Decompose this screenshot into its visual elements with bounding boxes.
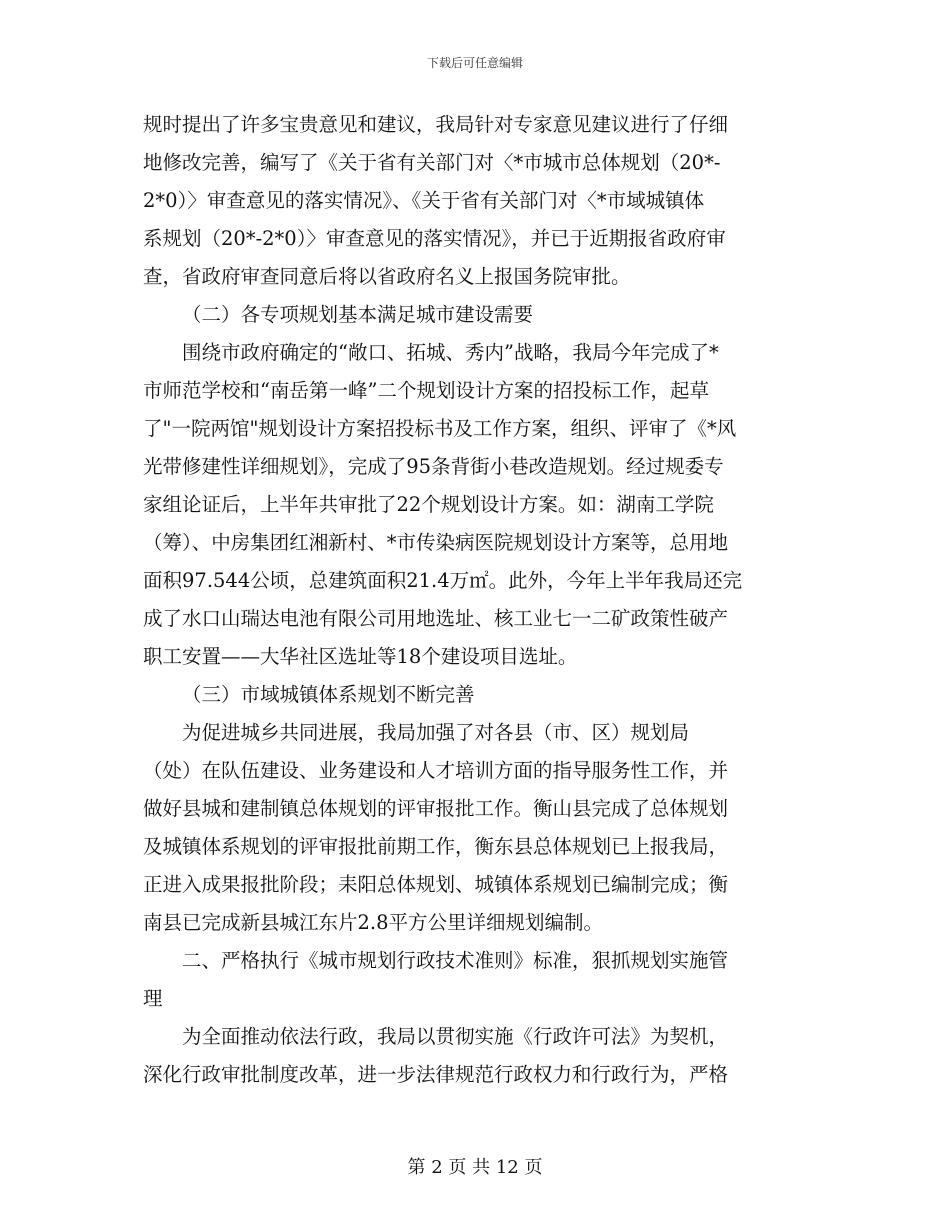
- document-body: [143, 106, 811, 1094]
- paragraph-1: 规时提出了许多宝贵意见和建议，我局针对专家意见建议进行了仔细 地修改完善，编写了《关于省有关部门对〈*市城市总体规划（20*- 2*0）〉审查意见的落实情况》、《关于省有关部门对〈*市域城镇体 系规划（20*-2*0）〉审查意见的落实情况》，并已于近期报省政府审 查，省政府审查同意后将以省政府名义上报国务院审批。: [143, 113, 729, 288]
- section-heading-main-2: 二、严格执行《城市规划行政技术准则》标准，狠抓规划实施管 理: [143, 949, 729, 1010]
- page-number: 第 2 页 共 12 页: [407, 1157, 543, 1178]
- paragraph-2: 围绕市政府确定的“敞口、拓城、秀内”战略，我局今年完成了* 市师范学校和“南岳第一峰”二个规划设计方案的招投标工作，起草 了"一院两馆"规划设计方案招投标书及工作方案，组织、评审了《*风 光带修建性详细规划》，完成了95条背街小巷改造规划。经过规委专 家组论证后，上半年共审批了22个规划设计方案。如：湖南工学院 （筹）、中房集团红湘新村、*市传染病医院规划设计方案等，总用地 面积97.544公顷，总建筑面积21.4万㎡。此外，今年上半年我局还完 成了水口山瑞达电池有限公司用地选址、核工业七一二矿政策性破产 职工安置——大华社区选址等18个建设项目选址。: [143, 341, 743, 668]
- paragraph-3: 为促进城乡共同进展，我局加强了对各县（市、区）规划局 （处）在队伍建设、业务建设和人才培训方面的指导服务性工作，并 做好县城和建制镇总体规划的评审报批工作。衡山县完成了总体规划 及城镇体系规划的评审报批前期工作，衡东县总体规划已上报我局， 正进入成果报批阶段；耒阳总体规划、城镇体系规划已编制完成；衡 南县已完成新县城江东片2.8平方公里详细规划编制。: [143, 721, 729, 934]
- section-heading-2: （二）各专项规划基本满足城市建设需要: [182, 303, 534, 326]
- page-header: 下载后可任意编辑: [426, 56, 523, 70]
- section-heading-3: （三）市域城镇体系规划不断完善: [182, 683, 475, 706]
- paragraph-4: 为全面推动依法行政，我局以贯彻实施《行政许可法》为契机， 深化行政审批制度改革，进一步法律规范行政权力和行政行为，严格: [143, 1025, 729, 1086]
